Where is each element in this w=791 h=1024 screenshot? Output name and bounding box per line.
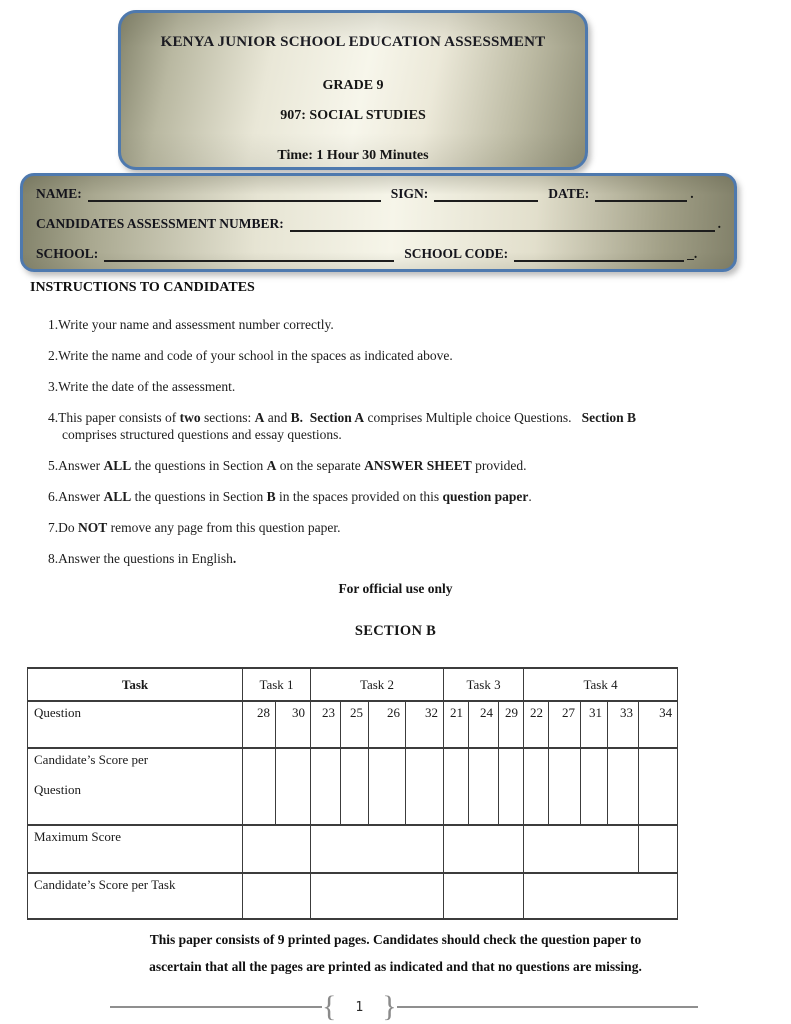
assessment-number-blank <box>290 217 715 232</box>
page-number-row <box>110 992 698 1022</box>
instruction-item: 8.Answer the questions in English. <box>48 551 237 566</box>
question-number-cell: 24 <box>469 701 499 748</box>
label-gap <box>34 768 237 782</box>
question-number-cell: 32 <box>406 701 444 748</box>
question-number-cell: 27 <box>549 701 581 748</box>
empty-score-cell <box>311 748 341 825</box>
question-numbers-row <box>28 701 678 748</box>
score-per-question-label <box>28 748 243 825</box>
instruction-item: 3.Write the date of the assessment. <box>48 379 236 394</box>
assessment-number-row <box>36 215 721 232</box>
empty-score-cell <box>369 748 406 825</box>
instructions-heading: INSTRUCTIONS TO CANDIDATES <box>30 280 255 295</box>
official-use-score-table <box>27 667 678 920</box>
empty-task-score-cell <box>444 873 524 919</box>
school-code-label: SCHOOL CODE: <box>404 246 509 261</box>
row3-end-mark: _. <box>687 246 698 261</box>
empty-score-cell <box>581 748 608 825</box>
page-number: 1 <box>355 999 364 1015</box>
score-per-question-label-line1: Candidate’s Score per <box>34 752 149 767</box>
instruction-item: 4.This paper consists of two sections: A and B. Section A comprises Multiple choice Questions. Section B comprises structured questions and essay questions. <box>48 410 636 442</box>
empty-task-score-cell <box>243 873 311 919</box>
name-label: NAME: <box>36 186 82 201</box>
row1-end-mark: . <box>690 186 694 201</box>
empty-max-score-cell <box>444 825 524 873</box>
page-rule-right <box>397 1006 698 1008</box>
question-number-cell: 23 <box>311 701 341 748</box>
date-label: DATE: <box>548 186 590 201</box>
question-number-cell: 33 <box>608 701 639 748</box>
empty-score-cell <box>549 748 581 825</box>
empty-score-cell <box>444 748 469 825</box>
school-blank <box>104 247 394 262</box>
empty-score-cell <box>243 748 276 825</box>
candidate-info-box <box>20 173 737 272</box>
section-b-heading: SECTION B <box>354 623 437 639</box>
school-code-blank <box>514 247 684 262</box>
assessment-number-label: CANDIDATES ASSESSMENT NUMBER: <box>36 216 284 231</box>
table-header-row <box>28 668 678 701</box>
empty-task-score-cell <box>311 873 444 919</box>
score-per-task-label: Candidate’s Score per Task <box>28 873 243 919</box>
score-per-question-label-line2: Question <box>34 782 81 797</box>
question-number-cell: 22 <box>524 701 549 748</box>
task-corner-header: Task <box>28 668 243 701</box>
score-per-task-row <box>28 873 678 919</box>
empty-score-cell <box>639 748 678 825</box>
empty-score-cell <box>608 748 639 825</box>
empty-task-score-cell <box>524 873 678 919</box>
empty-score-cell <box>524 748 549 825</box>
page-rule-left <box>110 1006 322 1008</box>
empty-max-score-cell <box>311 825 444 873</box>
question-number-cell: 28 <box>243 701 276 748</box>
question-number-cell: 26 <box>369 701 406 748</box>
empty-score-cell <box>499 748 524 825</box>
task4-group-header: Task 4 <box>524 668 678 701</box>
footer-note <box>0 926 791 980</box>
sign-blank <box>434 187 538 202</box>
left-brace: { <box>322 990 337 1023</box>
task3-group-header: Task 3 <box>444 668 524 701</box>
subject-line: 907: SOCIAL STUDIES <box>280 108 426 123</box>
instruction-item: 2.Write the name and code of your school in the spaces as indicated above. <box>48 348 453 363</box>
school-label: SCHOOL: <box>36 246 99 261</box>
sign-label: SIGN: <box>390 186 429 201</box>
footer-note-line1: This paper consists of 9 printed pages. Candidates should check the question paper to <box>149 932 642 947</box>
task2-group-header: Task 2 <box>311 668 444 701</box>
footer-note-line2: ascertain that all the pages are printed as indicated and that no questions are missing. <box>149 959 642 974</box>
maximum-score-row <box>28 825 678 873</box>
empty-score-cell <box>276 748 311 825</box>
exam-title: KENYA JUNIOR SCHOOL EDUCATION ASSESSMENT <box>160 34 546 50</box>
question-row-label: Question <box>28 701 243 748</box>
time-line: Time: 1 Hour 30 Minutes <box>277 148 429 163</box>
question-number-cell: 29 <box>499 701 524 748</box>
row2-end-mark: . <box>717 216 721 231</box>
empty-score-cell <box>469 748 499 825</box>
score-per-question-row <box>28 748 678 825</box>
instruction-item: 6.Answer ALL the questions in Section B in the spaces provided on this question paper. <box>48 489 532 504</box>
instruction-item: 7.Do NOT remove any page from this question paper. <box>48 520 341 535</box>
instructions-list <box>48 316 748 567</box>
empty-max-score-cell <box>524 825 639 873</box>
exam-title-box <box>118 10 588 170</box>
question-number-cell: 21 <box>444 701 469 748</box>
school-row <box>36 245 721 262</box>
empty-score-cell <box>341 748 369 825</box>
question-number-cell: 34 <box>639 701 678 748</box>
name-sign-date-row <box>36 185 721 202</box>
official-use-heading: For official use only <box>338 581 453 596</box>
question-number-cell: 30 <box>276 701 311 748</box>
question-number-cell: 31 <box>581 701 608 748</box>
instruction-item: 5.Answer ALL the questions in Section A on the separate ANSWER SHEET provided. <box>48 458 527 473</box>
instruction-item: 1.Write your name and assessment number correctly. <box>48 317 334 332</box>
name-blank <box>88 187 381 202</box>
question-number-cell: 25 <box>341 701 369 748</box>
task1-group-header: Task 1 <box>243 668 311 701</box>
empty-max-score-cell <box>243 825 311 873</box>
maximum-score-label: Maximum Score <box>28 825 243 873</box>
empty-max-score-cell <box>639 825 678 873</box>
empty-score-cell <box>406 748 444 825</box>
date-blank <box>595 187 687 202</box>
right-brace: } <box>382 990 397 1023</box>
grade-line: GRADE 9 <box>322 78 384 93</box>
